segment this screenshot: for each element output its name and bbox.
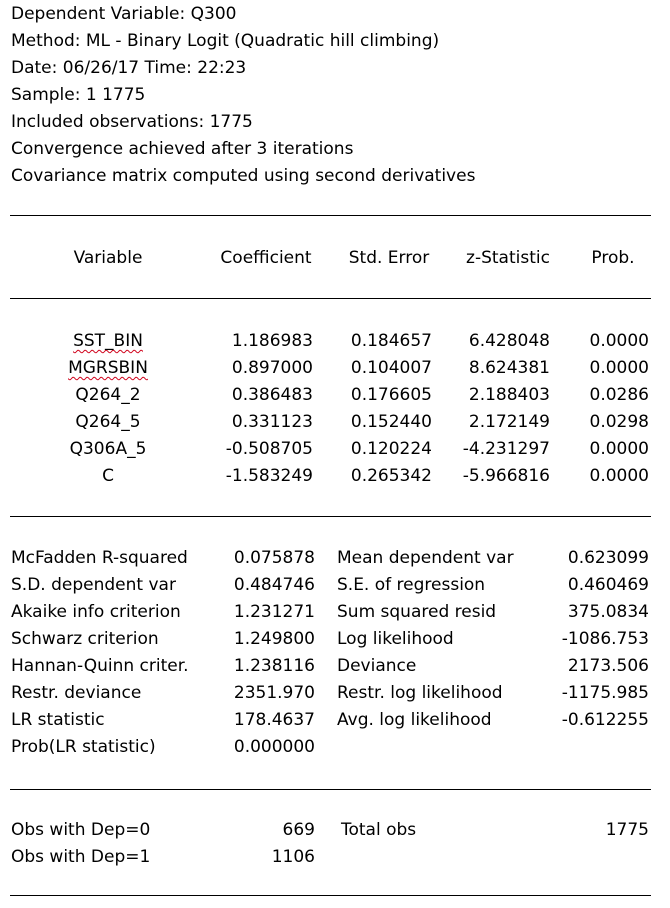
variable-name: Q264_5 bbox=[75, 412, 141, 432]
stat-value: 2173.506 bbox=[567, 656, 649, 676]
sample-line: Sample: 1 1775 bbox=[11, 85, 146, 105]
total-obs-label: Total obs bbox=[341, 820, 417, 840]
stat-label: Log likelihood bbox=[337, 629, 454, 649]
z-statistic-value: 2.172149 bbox=[468, 412, 550, 432]
covariance-line: Covariance matrix computed using second derivatives bbox=[11, 166, 476, 186]
total-obs-value: 1775 bbox=[605, 820, 649, 840]
column-header-variable: Variable bbox=[73, 248, 143, 268]
stat-label: Avg. log likelihood bbox=[337, 710, 492, 730]
coefficient-value: 0.331123 bbox=[231, 412, 313, 432]
variable-name-spellflagged: SST_BIN bbox=[73, 331, 143, 351]
variable-name: Q264_2 bbox=[75, 385, 141, 405]
date-time-line: Date: 06/26/17 Time: 22:23 bbox=[11, 58, 247, 78]
stat-label: S.E. of regression bbox=[337, 575, 486, 595]
prob-value: 0.0286 bbox=[589, 385, 649, 405]
stat-value: -1086.753 bbox=[561, 629, 649, 649]
prob-value: 0.0298 bbox=[589, 412, 649, 432]
stat-value: 0.484746 bbox=[233, 575, 315, 595]
divider-stats-end bbox=[10, 789, 651, 790]
stat-value: 0.460469 bbox=[567, 575, 649, 595]
obs-dep1-label: Obs with Dep=1 bbox=[11, 847, 151, 867]
stat-label: Akaike info criterion bbox=[11, 602, 181, 622]
variable-name: C bbox=[102, 466, 114, 486]
stat-value: 178.4637 bbox=[233, 710, 315, 730]
column-header-std-error: Std. Error bbox=[348, 248, 430, 268]
stat-value: 375.0834 bbox=[567, 602, 649, 622]
obs-dep1-value: 1106 bbox=[271, 847, 315, 867]
column-header-prob: Prob. bbox=[591, 248, 635, 268]
coefficient-value: -0.508705 bbox=[225, 439, 313, 459]
stat-value: 2351.970 bbox=[233, 683, 315, 703]
stat-label: Sum squared resid bbox=[337, 602, 497, 622]
observations-line: Included observations: 1775 bbox=[11, 112, 253, 132]
z-statistic-value: 8.624381 bbox=[468, 358, 550, 378]
stat-value: 0.075878 bbox=[233, 548, 315, 568]
z-statistic-value: 6.428048 bbox=[468, 331, 550, 351]
stat-label: Restr. log likelihood bbox=[337, 683, 503, 703]
convergence-line: Convergence achieved after 3 iterations bbox=[11, 139, 354, 159]
z-statistic-value: -4.231297 bbox=[462, 439, 550, 459]
divider-header bbox=[10, 298, 651, 299]
divider-top bbox=[10, 215, 651, 216]
method-line: Method: ML - Binary Logit (Quadratic hill climbing) bbox=[11, 31, 440, 51]
stat-value: 1.249800 bbox=[233, 629, 315, 649]
stat-label: Hannan-Quinn criter. bbox=[11, 656, 189, 676]
coefficient-value: -1.583249 bbox=[225, 466, 313, 486]
prob-value: 0.0000 bbox=[589, 466, 649, 486]
divider-bottom bbox=[10, 895, 651, 896]
prob-value: 0.0000 bbox=[589, 439, 649, 459]
coefficient-value: 1.186983 bbox=[231, 331, 313, 351]
stat-value: 0.000000 bbox=[233, 737, 315, 757]
std-error-value: 0.265342 bbox=[350, 466, 432, 486]
stat-label: S.D. dependent var bbox=[11, 575, 176, 595]
z-statistic-value: 2.188403 bbox=[468, 385, 550, 405]
stat-value: 0.623099 bbox=[567, 548, 649, 568]
std-error-value: 0.184657 bbox=[350, 331, 432, 351]
variable-name-spellflagged: MGRSBIN bbox=[68, 358, 148, 378]
z-statistic-value: -5.966816 bbox=[462, 466, 550, 486]
coefficient-value: 0.897000 bbox=[231, 358, 313, 378]
variable-name: Q306A_5 bbox=[69, 439, 147, 459]
stat-value: -1175.985 bbox=[561, 683, 649, 703]
stat-value: 1.231271 bbox=[233, 602, 315, 622]
stat-label: Schwarz criterion bbox=[11, 629, 159, 649]
stat-label: Restr. deviance bbox=[11, 683, 142, 703]
stat-label: LR statistic bbox=[11, 710, 105, 730]
stat-label: Deviance bbox=[337, 656, 417, 676]
stat-value: -0.612255 bbox=[561, 710, 649, 730]
stat-label: Mean dependent var bbox=[337, 548, 514, 568]
prob-value: 0.0000 bbox=[589, 358, 649, 378]
dependent-variable-line: Dependent Variable: Q300 bbox=[11, 4, 237, 24]
std-error-value: 0.176605 bbox=[350, 385, 432, 405]
obs-dep0-label: Obs with Dep=0 bbox=[11, 820, 151, 840]
std-error-value: 0.120224 bbox=[350, 439, 432, 459]
prob-value: 0.0000 bbox=[589, 331, 649, 351]
std-error-value: 0.104007 bbox=[350, 358, 432, 378]
obs-dep0-value: 669 bbox=[282, 820, 315, 840]
column-header-coefficient: Coefficient bbox=[220, 248, 312, 268]
stat-label: Prob(LR statistic) bbox=[11, 737, 156, 757]
std-error-value: 0.152440 bbox=[350, 412, 432, 432]
stat-label: McFadden R-squared bbox=[11, 548, 188, 568]
stat-value: 1.238116 bbox=[233, 656, 315, 676]
coefficient-value: 0.386483 bbox=[231, 385, 313, 405]
column-header-z-statistic: z-Statistic bbox=[466, 248, 550, 268]
divider-coef-end bbox=[10, 516, 651, 517]
